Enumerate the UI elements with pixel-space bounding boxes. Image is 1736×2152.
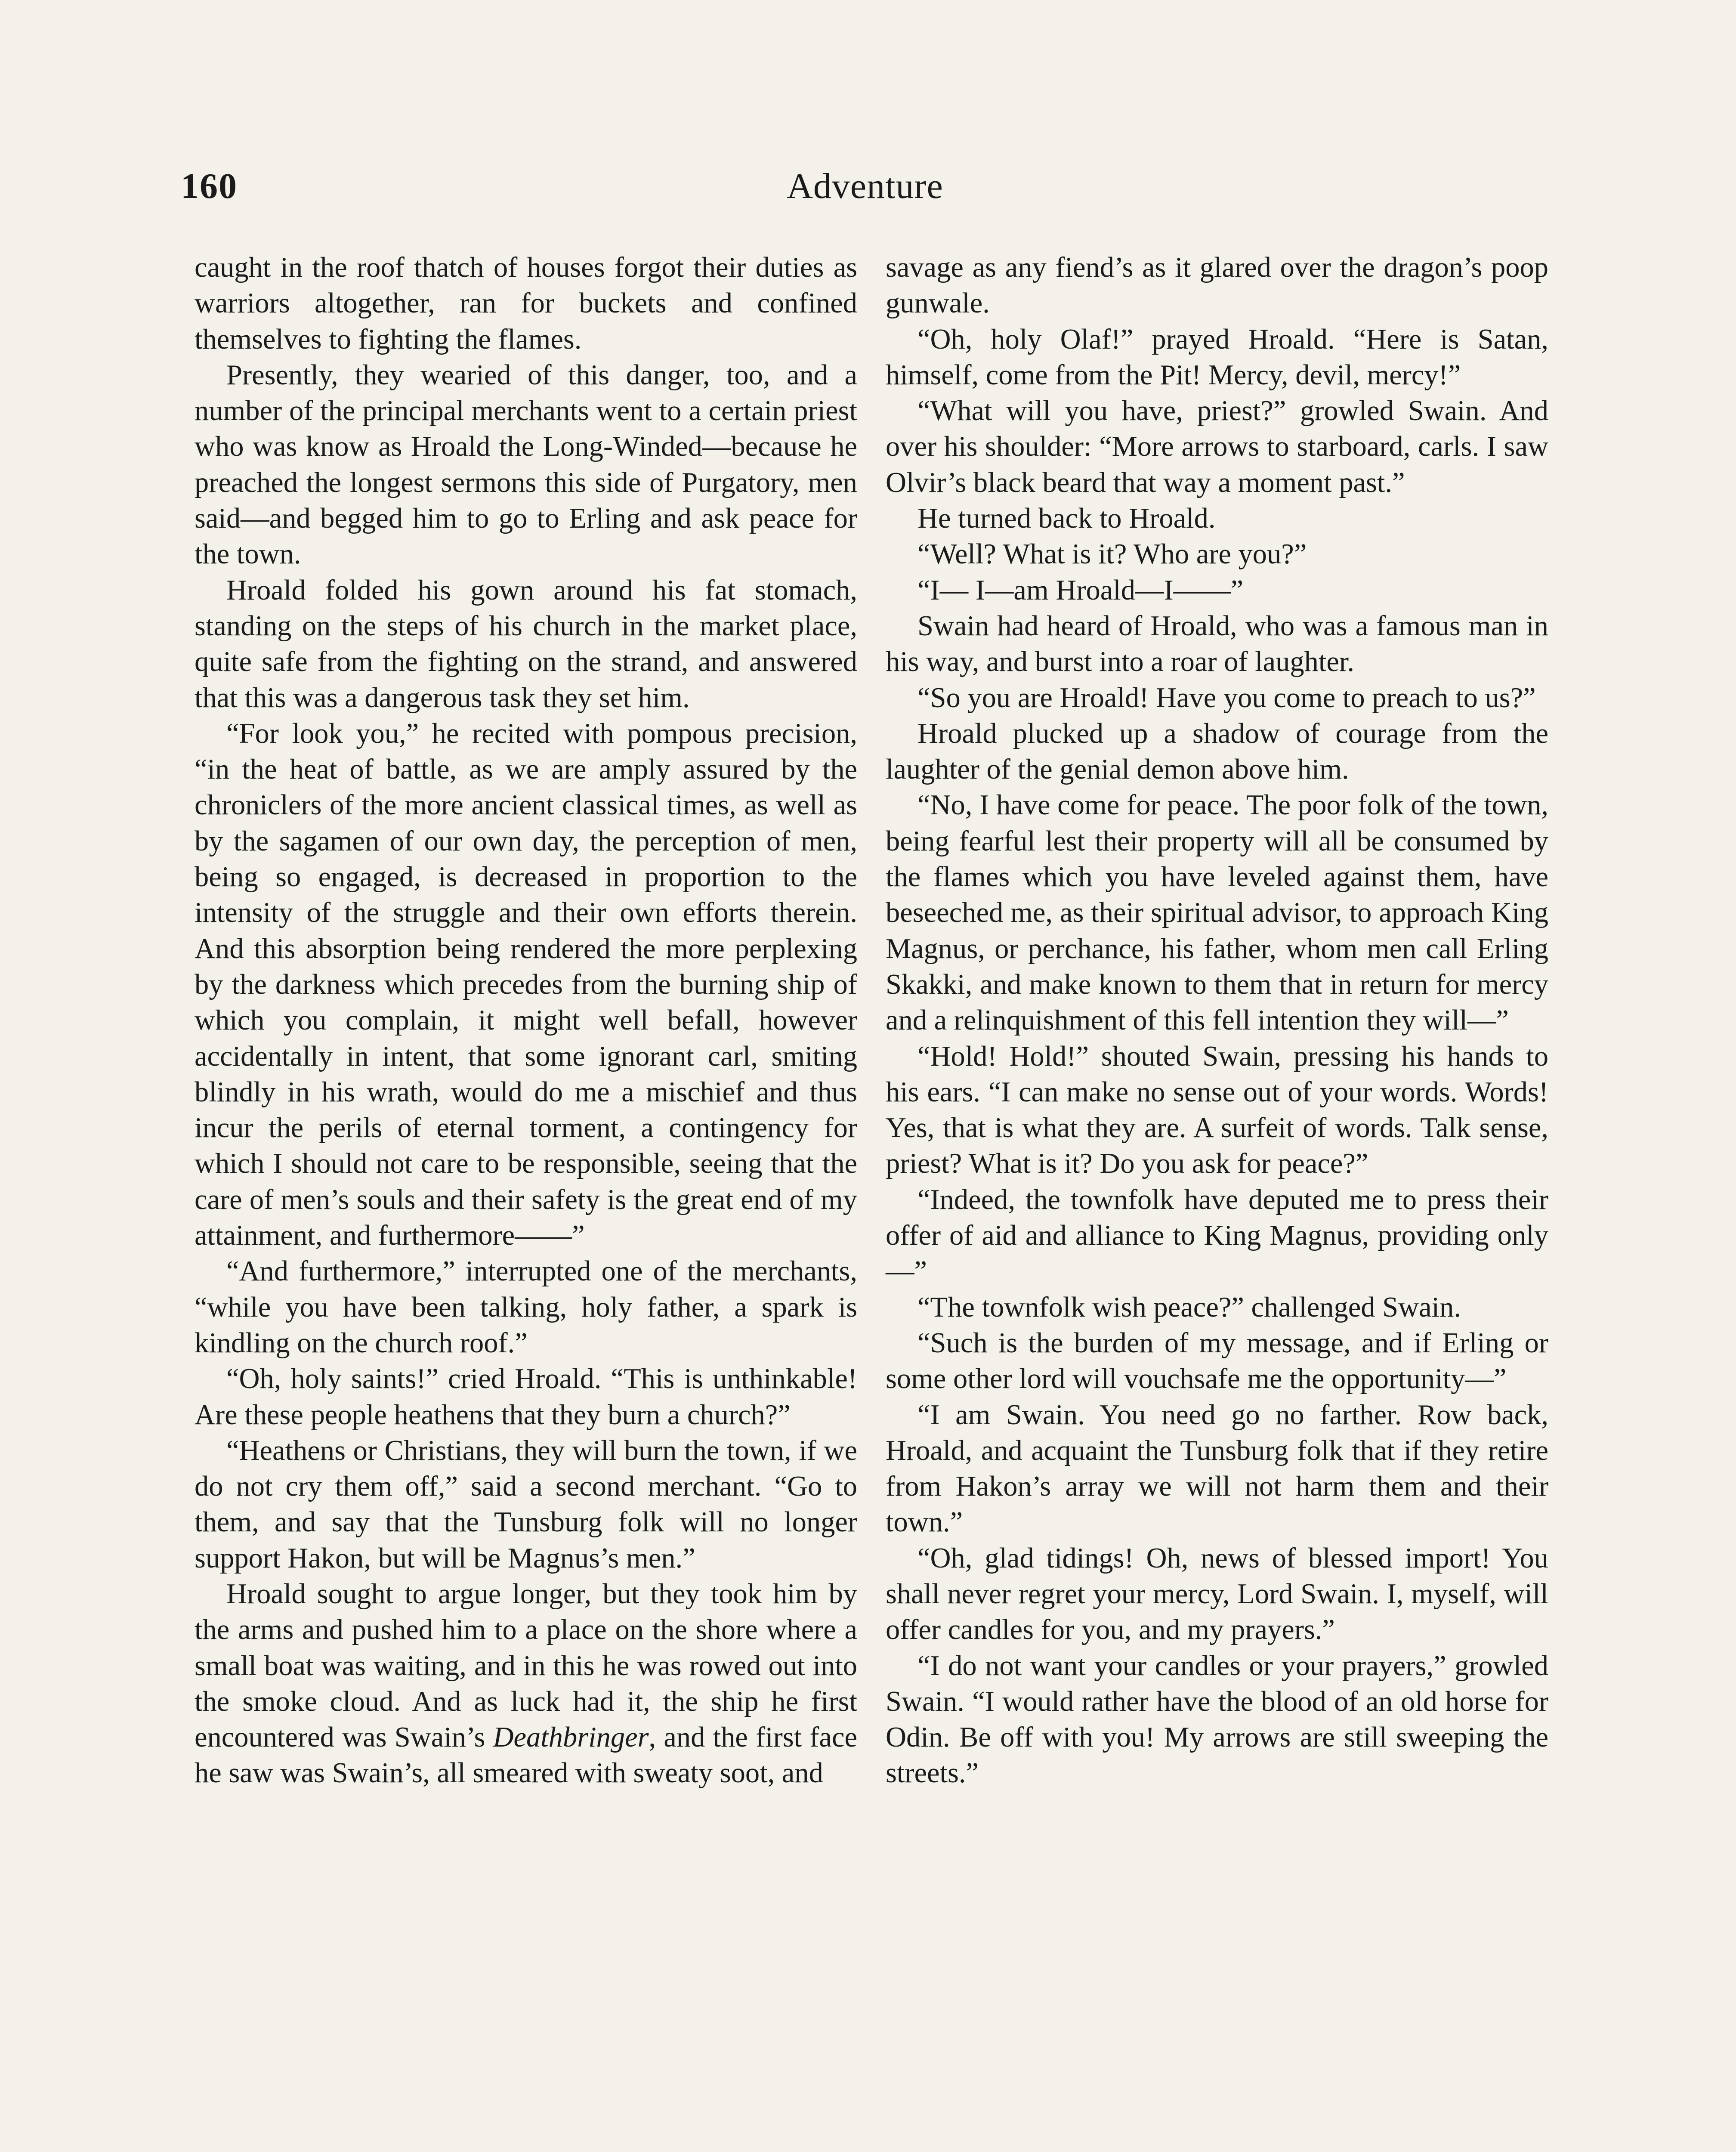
paragraph: Swain had heard of Hroald, who was a famous man in his way, and burst into a roar of laughter. [886,610,1548,678]
paragraph: “And furthermore,” interrupted one of the merchants, “while you have been talking, holy father, a spark is kindling on the church roof.” [195,1255,857,1359]
paragraph: savage as any fiend’s as it glared over the dragon’s poop gunwale. [886,252,1548,319]
paragraph: “Heathens or Christians, they will burn the town, if we do not cry them off,” said a second merchant. “Go to them, and say that the Tunsburg folk will no longer support Hakon, but will be Magnus’s men.” [195,1435,857,1574]
paragraph: “Indeed, the townfolk have deputed me to press their offer of aid and alliance to King Magnus, providing only—” [886,1184,1548,1287]
paragraph: “The townfolk wish peace?” challenged Swain. [917,1291,1461,1323]
paragraph: “Oh, holy saints!” cried Hroald. “This is unthinkable! Are these people heathens that they burn a church?” [195,1363,857,1431]
left-text-column [195,250,857,1791]
paragraph: “So you are Hroald! Have you come to preach to us?” [917,682,1536,714]
paragraph: “Oh, glad tidings! Oh, news of blessed import! You shall never regret your mercy, Lord Swain. I, myself, will offer candles for you, and my prayers.” [886,1542,1548,1646]
paragraph: caught in the roof thatch of houses forgot their duties as warriors altogether, ran for buckets and confined themselves to fighting the flames. [195,252,857,355]
paragraph: Hroald folded his gown around his fat stomach, standing on the steps of his church in the market place, quite safe from the fighting on the strand, and answered that this was a dangerous task they set him. [195,574,857,714]
paragraph: “I am Swain. You need go no farther. Row back, Hroald, and acquaint the Tunsburg folk that if they retire from Hakon’s array we will not harm them and their town.” [886,1399,1548,1538]
paragraph-text: , and the first face he saw was Swain’s, all smeared with sweaty soot, and [195,1722,857,1789]
paragraph: “Hold! Hold!” shouted Swain, pressing his hands to his ears. “I can make no sense out of your words. Words! Yes, that is what they are. A surfeit of words. Talk sense, priest? What is it? Do you ask for peace?” [886,1040,1548,1180]
ship-name-italic: Deathbringer [493,1722,649,1753]
paragraph [195,1576,857,1791]
page-number: 160 [181,166,238,206]
paragraph: Hroald plucked up a shadow of courage from the laughter of the genial demon above him. [886,717,1548,785]
paragraph: “Oh, holy Olaf!” prayed Hroald. “Here is Satan, himself, come from the Pit! Mercy, devil, mercy!” [886,323,1548,391]
page-header [181,165,1549,221]
paragraph: Presently, they wearied of this danger, too, and a number of the principal merchants went to a certain priest who was know as Hroald the Long-Winded—because he preached the longest sermons this side of Purgatory, men said—and begged him to go to Erling and ask peace for the town. [195,359,857,570]
paragraph: “I do not want your candles or your prayers,” growled Swain. “I would rather have the blood of an old horse for Odin. Be off with you! My arrows are still sweeping the streets.” [886,1650,1548,1789]
paragraph: “Well? What is it? Who are you?” [917,538,1307,570]
paragraph: “No, I have come for peace. The poor folk of the town, being fearful lest their property will all be consumed by the flames which you have leveled against them, have beseeched me, as their spiritual advisor, to approach King Magnus, or perchance, his father, whom men call Erling Skakki, and make known to them that in return for mercy and a relinquishment of this fell intention they will—” [886,789,1548,1036]
paragraph-text: Hroald sought to argue longer, but they took him by the arms and pushed him to a place on the shore where a small boat was waiting, and in this he was rowed out into the smoke cloud. And as luck had it, the ship he first encountered was Swain’s [195,1578,857,1753]
right-text-column [886,250,1548,1791]
paragraph: “For look you,” he recited with pompous precision, “in the heat of battle, as we are amply assured by the chroniclers of the more ancient classical times, as well as by the sagamen of our own day, the perception of men, being so engaged, is decreased in proportion to the intensity of the struggle and their own efforts therein. And this absorption being rendered the more perplexing by the darkness which precedes from the burning ship of which you complain, it might well befall, however accidentally in intent, that some ignorant carl, smiting blindly in his wrath, would do me a mischief and thus incur the perils of eternal torment, a contingency for which I should not care to be responsible, seeing that the care of men’s souls and their safety is the great end of my attainment, and furthermore——” [195,717,857,1252]
paragraph: “Such is the burden of my message, and if Erling or some other lord will vouchsafe me the opportunity—” [886,1327,1548,1395]
paragraph: “What will you have, priest?” growled Swain. And over his shoulder: “More arrows to starboard, carls. I saw Olvir’s black beard that way a moment past.” [886,395,1548,498]
paragraph: “I— I—am Hroald—I——” [917,574,1244,606]
paragraph: He turned back to Hroald. [917,503,1216,535]
magazine-title: Adventure [787,166,943,206]
